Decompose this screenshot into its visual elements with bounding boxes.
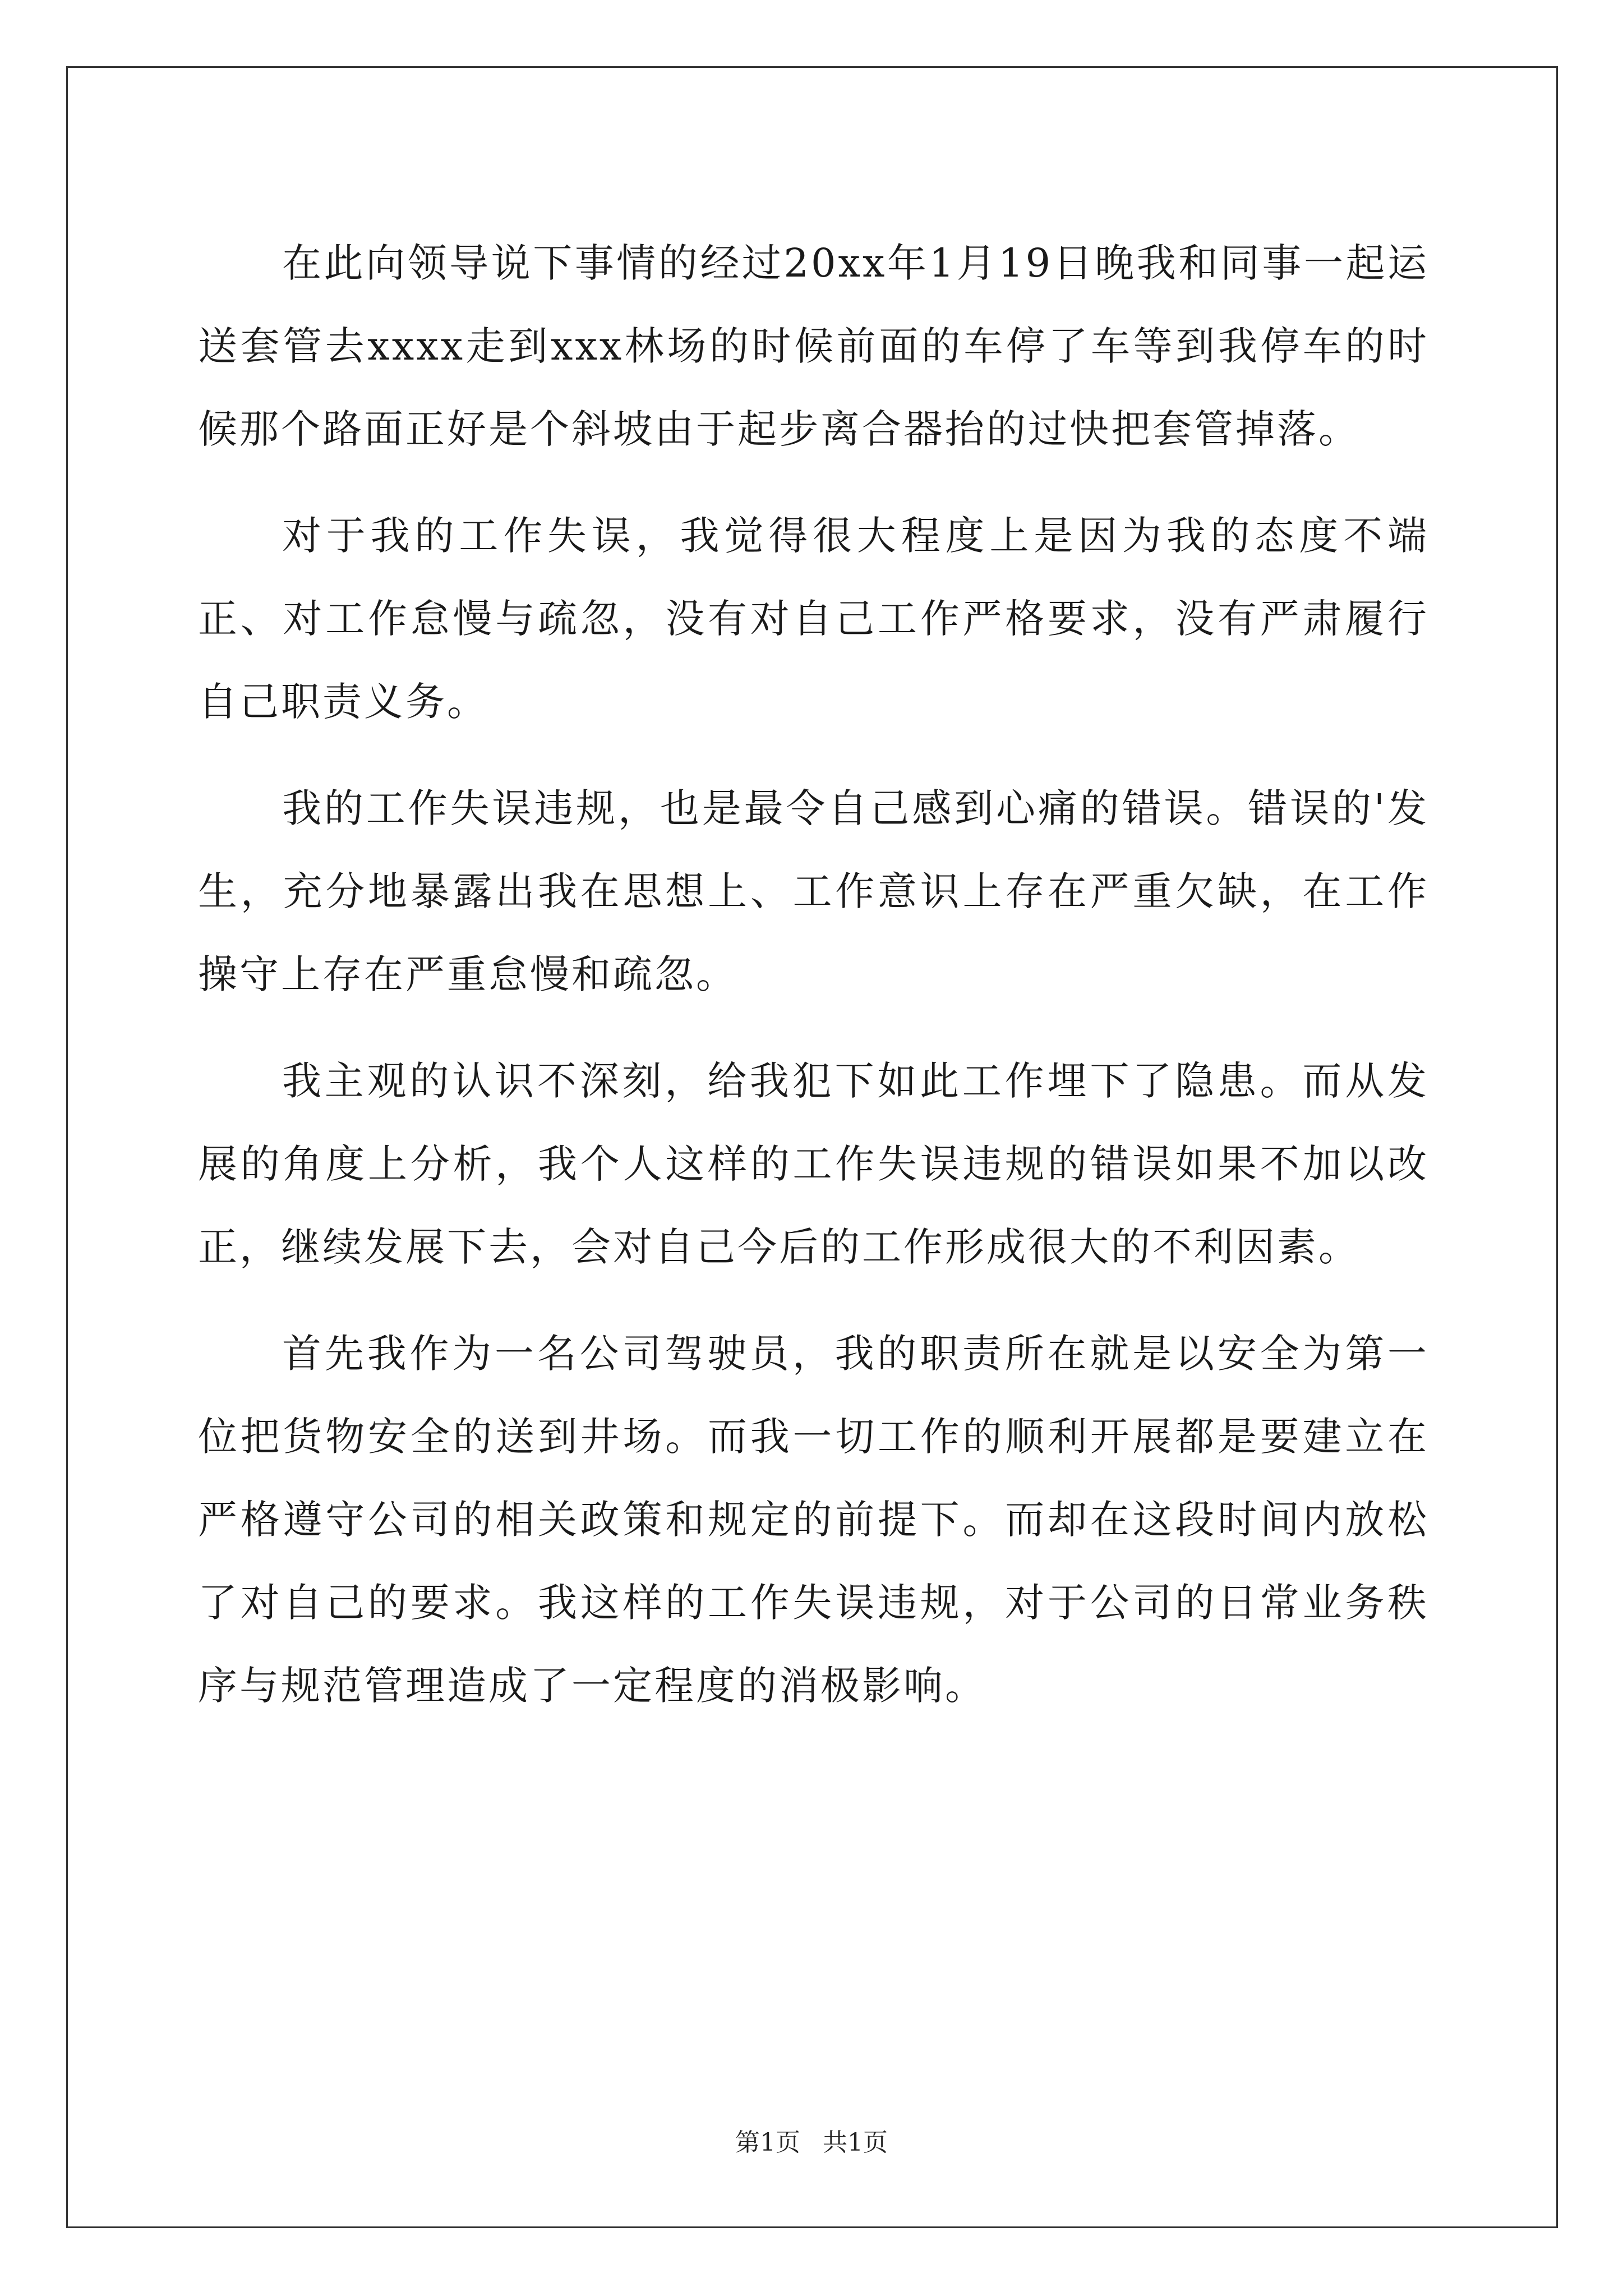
page-footer [0,2126,1623,2160]
page-total: 共1页 [823,2128,888,2157]
document-body [198,222,1429,1751]
page-number: 第1页 [735,2128,800,2157]
paragraph-2: 对于我的工作失误，我觉得很大程度上是因为我的态度不端正、对工作怠慢与疏忽，没有对自己工作严格要求，没有严肃履行自己职责义务。 [198,513,1429,725]
paragraph-5: 首先我作为一名公司驾驶员，我的职责所在就是以安全为第一位把货物安全的送到井场。而我一切工作的顺利开展都是要建立在严格遵守公司的相关政策和规定的前提下。而却在这段时间内放松了对自己的要求。我这样的工作失误违规，对于公司的日常业务秩序与规范管理造成了一定程度的消极影响。 [198,1331,1429,1709]
paragraph-3: 我的工作失误违规，也是最令自己感到心痛的错误。错误的'发生，充分地暴露出我在思想上、工作意识上存在严重欠缺，在工作操守上存在严重怠慢和疏忽。 [198,785,1429,997]
paragraph-4: 我主观的认识不深刻，给我犯下如此工作埋下了隐患。而从发展的角度上分析，我个人这样的工作失误违规的错误如果不加以改正，继续发展下去，会对自己今后的工作形成很大的不利因素。 [198,1058,1429,1270]
paragraph-1: 在此向领导说下事情的经过20xx年1月19日晚我和同事一起运送套管去xxxx走到xxx林场的时候前面的车停了车等到我停车的时候那个路面正好是个斜坡由于起步离合器抬的过快把套管掉落。 [198,240,1429,452]
